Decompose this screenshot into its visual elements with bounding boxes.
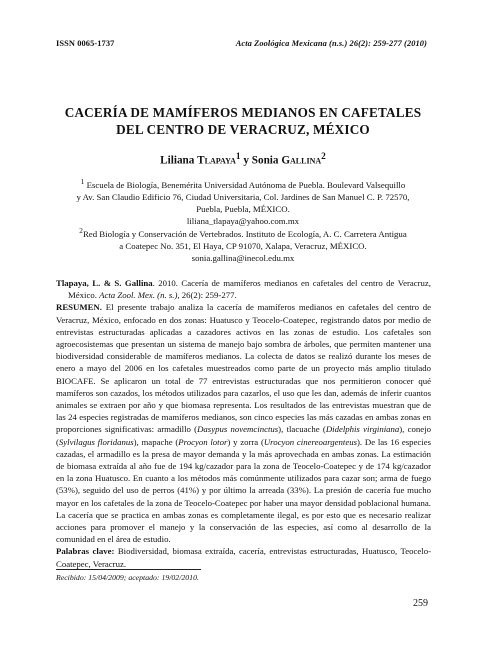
citation-journal: Acta Zool. Mex. (n. s.),: [99, 290, 180, 301]
author-conjunction: y: [240, 154, 252, 167]
author-2-affiliation-mark: 2: [321, 152, 326, 162]
abstract-text-1: El presente trabajo analiza la cacería de mamíferos medianos en cafetales del centro de Veracruz, México, enfocado en dos zonas: Huatusco y Teocelo-Coatepec, registrando datos por medio de entrevistas estructuradas aplicadas a cazadores activos en las zonas de estudio. Los cafetales son agroecosistemas que presentan un sistema de manejo bajo sombra de árboles, que permiten mantener una biodiversidad considerable de mamíferos medianos. La colecta de datos se realizó durante los meses de enero a mayo del 2006 en los cafetales muestreados como parte de un proyecto más amplio titulado BIOCAFE. Se aplicaron un total de 77 entrevistas estructuradas que nos permitieron conocer qué mamíferos son cazados, los métodos utilizados para cazarlos, el uso que les dan, además de inferir cuantos animales se extraen por año y que biomasa representa. Los resultados de las entrevistas muestran que de las 24 especies registradas de mamíferos medianos, son cinco especies las más cazadas en ambas zonas en proporciones significativas: armadillo (: [56, 302, 431, 435]
author-1-last: Tlapaya: [197, 154, 236, 167]
author-1-affiliation-mark: 1: [235, 152, 241, 162]
keywords-label: Palabras clave:: [56, 546, 115, 557]
affiliation-2-line-1: Red Biología y Conservación de Vertebrados. Instituto de Ecología, A. C. Carretera Antigua: [82, 228, 407, 239]
abstract-sep-4: ) y zorra (: [227, 436, 264, 447]
article-title-line-2: DEL CENTRO DE VERACRUZ, MÉXICO: [116, 122, 370, 137]
author-2-last: Gallina: [281, 154, 322, 167]
affiliation-2-line-2: a Coatepec No. 351, El Haya, CP 91070, Xalapa, Veracruz, MÉXICO.: [119, 240, 367, 251]
citation-text: . 2010. Cacería de mamíferos medianos en cafetales del centro de Veracruz, México.: [68, 278, 431, 301]
affiliation-1-mark: 1: [80, 177, 85, 186]
affiliation-2-email: sonia.gallina@inecol.edu.mx: [191, 252, 295, 263]
species-4: Procyon lotor: [178, 436, 228, 447]
species-1: Dasypus novemcinctus: [197, 424, 279, 435]
article-title-line-1: CACERÍA DE MAMÍFEROS MEDIANOS EN CAFETALES: [64, 105, 422, 120]
abstract-sep-2: ), conejo (: [56, 424, 431, 447]
affiliation-1-line-2: y Av. San Claudio Edificio 76, Ciudad Universitaria, Col. Jardines de San Manuel C. P. 72570,: [76, 191, 410, 202]
keywords-text: Biodiversidad, biomasa extraída, cacería, entrevistas estructuradas, Huatusco, Teocelo-Coatepec, Veracruz.: [56, 546, 432, 569]
journal-header: Acta Zoológica Mexicana (n.s.) 26(2): 259-277 (2010): [235, 39, 427, 48]
affiliation-2-mark: 2: [79, 226, 83, 235]
affiliation-1-line-1: Escuela de Biología, Benemérita Universidad Autónoma de Puebla. Boulevard Valsequillo: [84, 179, 406, 190]
affiliation-1-line-3: Puebla, Puebla, MÉXICO.: [196, 203, 290, 214]
species-5: Urocyon cinereoargenteus: [263, 436, 358, 447]
issn-header: ISSN 0065-1737: [56, 39, 115, 48]
page-number: 259: [413, 598, 428, 609]
abstract: [56, 301, 431, 545]
author-list: [56, 152, 430, 167]
citation-volume: 26(2): 259-277.: [179, 290, 237, 301]
affiliation-1-email: liliana_tlapaya@yahoo.com.mx: [186, 215, 300, 226]
author-1-first: Liliana: [160, 154, 198, 167]
abstract-sep-3: ), mapache (: [133, 436, 179, 447]
received-date: Recibido: 15/04/2009; aceptado: 19/02/2010.: [56, 573, 199, 582]
affiliation-1: [56, 176, 430, 227]
author-2-first: Sonia: [251, 154, 282, 167]
citation: [56, 277, 431, 301]
abstract-text-2: ). De las 16 especies cazadas, el armadillo es la presa de mayor demanda y la más aprovechada en ambas zonas. La estimación de biomasa extraída al año fue de 194 kg/cazador para la zona de Teocelo-Coatepec y de 174 kg/cazador en la zona Huatusco. En cuanto a los métodos más comúnmente utilizados para cazar son; arma de fuego (53%), seguido del uso de perros (41%) y por último la arreada (33%). La presión de cacería fue mucho mayor en los cafetales de la zona de Teocelo-Coatepec por haber una mayor densidad poblacional humana. La cacería que se practica en ambas zonas es completamente ilegal, es por esto que es necesario realizar acciones para promover el manejo y la conservación de las especies, así como al desarrollo de la comunidad en el área de estudio.: [56, 436, 431, 545]
species-3: Sylvilagus floridanus: [58, 436, 134, 447]
abstract-sep-1: ), tlacuache (: [278, 424, 326, 435]
keywords: [56, 545, 431, 569]
footnote-rule: [56, 569, 201, 570]
abstract-label: RESUMEN.: [56, 302, 102, 313]
citation-authors: Tlapaya, L. & S. Gallina: [56, 278, 153, 288]
affiliation-2: [56, 225, 430, 264]
species-2: Didelphis virginiana: [325, 424, 400, 435]
article-body: [56, 277, 431, 570]
